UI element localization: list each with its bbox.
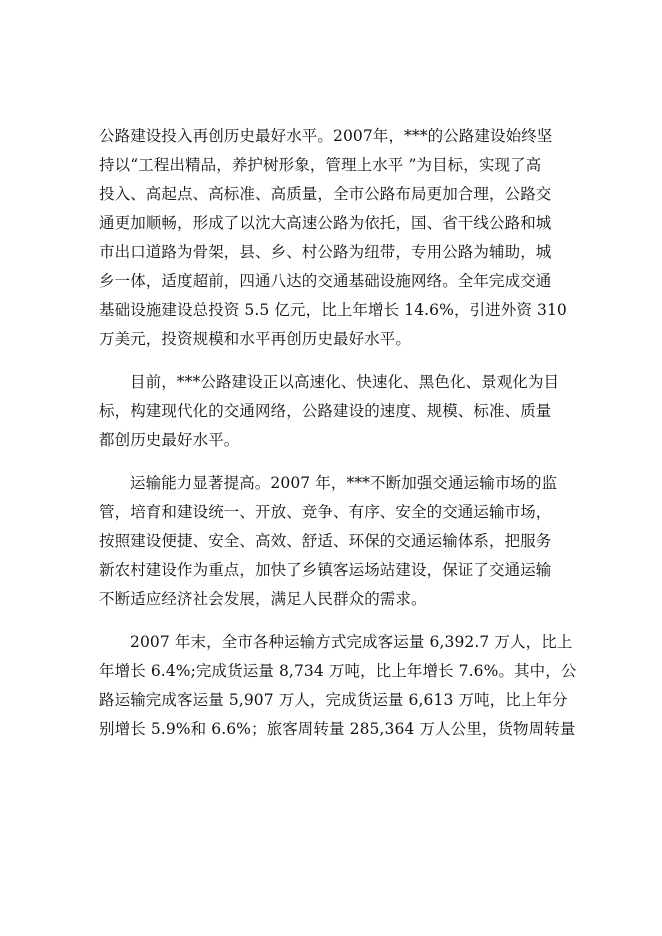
text-line: 标，构建现代化的交通网络，公路建设的速度、规模、标准、质量 <box>99 402 552 420</box>
text-line: 持以“工程出精品，养护树形象，管理上水平 ”为目标，实现了高 <box>99 156 542 174</box>
text-line: 基础设施建设总投资 5.5 亿元，比上年增长 14.6%，引进外资 310 <box>99 301 567 319</box>
text-line-indented: 2007 年末，全市各种运输方式完成客运量 6,392.7 万人，比上 <box>130 633 573 651</box>
document-body <box>99 122 577 758</box>
text-line-indented: 目前，***公路建设正以高速化、快速化、黑色化、景观化为目 <box>130 373 560 391</box>
paragraph-transport-statistics <box>99 628 577 744</box>
text-line: 年增长 6.4%;完成货运量 8,734 万吨，比上年增长 7.6%。其中，公 <box>99 662 577 680</box>
text-line: 都创历史最好水平。 <box>99 431 240 449</box>
text-line: 市出口道路为骨架，县、乡、村公路为纽带，专用公路为辅助，城 <box>99 243 552 261</box>
paragraph-highway-goals <box>99 368 564 455</box>
text-line: 通更加顺畅，形成了以沈大高速公路为依托，国、省干线公路和城 <box>99 214 552 232</box>
text-line: 乡一体，适度超前，四通八达的交通基础设施网络。全年完成交通 <box>99 272 552 290</box>
text-line: 万美元，投资规模和水平再创历史最好水平。 <box>99 330 412 348</box>
text-line: 不断适应经济社会发展，满足人民群众的需求。 <box>99 590 427 608</box>
text-line: 管，培育和建设统一、开放、竞争、有序、安全的交通运输市场， <box>99 503 552 521</box>
paragraph-highway-investment <box>99 122 567 354</box>
text-line: 按照建设便捷、安全、高效、舒适、环保的交通运输体系，把服务 <box>99 532 552 550</box>
text-line: 路运输完成客运量 5,907 万人，完成货运量 6,613 万吨，比上年分 <box>99 691 568 709</box>
text-line: 投入、高起点、高标准、高质量，全市公路布局更加合理，公路交 <box>99 185 552 203</box>
text-line-indented: 运输能力显著提高。2007 年，***不断加强交通运输市场的监 <box>130 474 558 492</box>
text-line: 新农村建设作为重点，加快了乡镇客运场站建设，保证了交通运输 <box>99 561 552 579</box>
paragraph-transport-capacity <box>99 469 564 614</box>
text-line: 公路建设投入再创历史最好水平。2007年，***的公路建设始终坚 <box>99 127 553 145</box>
text-line: 别增长 5.9%和 6.6%；旅客周转量 285,364 万人公里，货物周转量 <box>99 720 576 738</box>
